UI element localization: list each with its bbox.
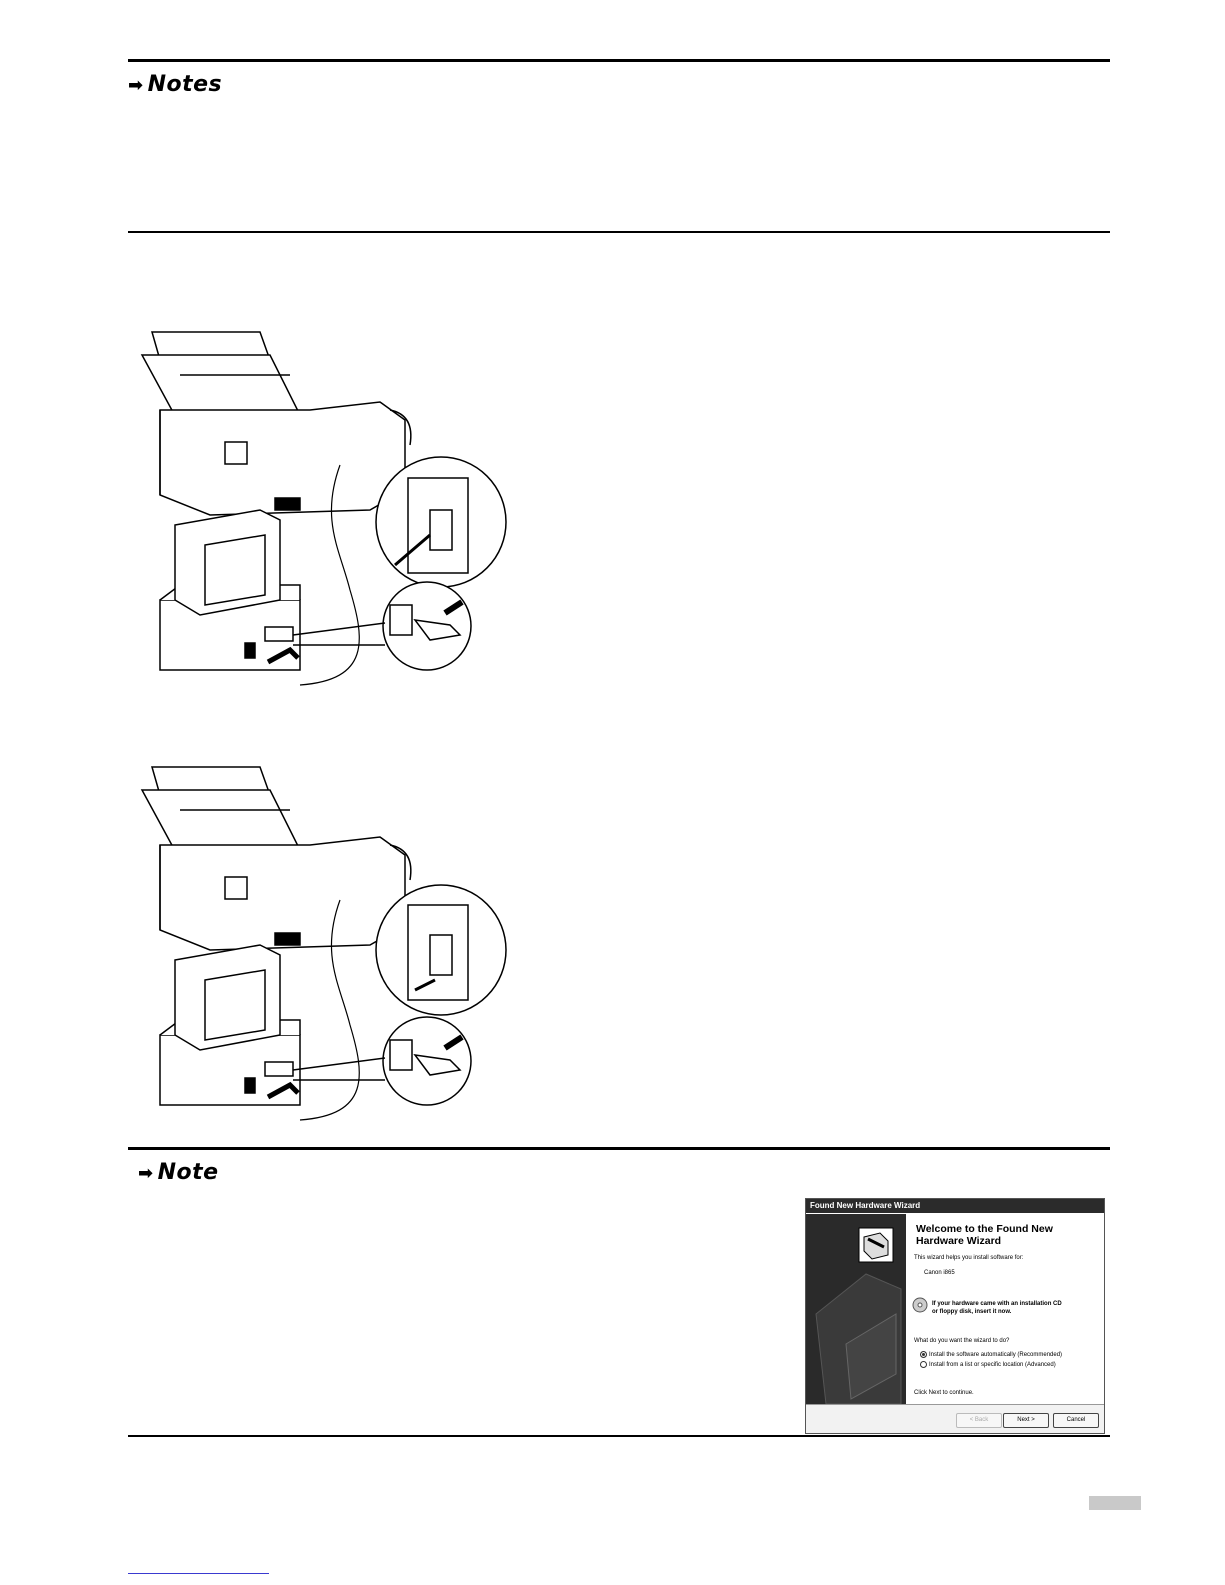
- arrow-icon: ➡: [138, 1163, 154, 1184]
- radio-icon[interactable]: [920, 1351, 927, 1358]
- arrow-icon: ➡: [128, 75, 144, 96]
- note-top-rule: [128, 1147, 1110, 1150]
- note-heading-label: Note: [157, 1160, 219, 1185]
- page-number-tab: [1089, 1496, 1141, 1510]
- back-button[interactable]: < Back: [956, 1413, 1002, 1428]
- wizard-cd-instruction: [932, 1300, 1062, 1316]
- wizard-button-bar: [806, 1404, 1104, 1434]
- wizard-content: [910, 1217, 1100, 1247]
- wizard-device-name: Canon i865: [924, 1270, 955, 1276]
- wizard-option-auto[interactable]: [920, 1351, 1062, 1359]
- wizard-intro: This wizard helps you install software for:: [914, 1255, 1024, 1261]
- found-new-hardware-wizard-screenshot: [805, 1198, 1105, 1434]
- wizard-heading: [916, 1223, 1100, 1247]
- printer-usb-connection-illustration-1: [140, 330, 510, 695]
- hardware-icon: [858, 1227, 894, 1263]
- cd-icon: [912, 1297, 928, 1313]
- note-end-rule: [128, 1435, 1110, 1437]
- wizard-cd-line2: or floppy disk, insert it now.: [932, 1309, 1012, 1315]
- next-button[interactable]: Next >: [1003, 1413, 1049, 1428]
- notes-heading: [128, 72, 222, 97]
- printer-usb-connection-illustration-2: [140, 765, 510, 1130]
- cancel-button[interactable]: Cancel: [1053, 1413, 1099, 1428]
- top-rule: [128, 59, 1110, 62]
- notes-end-rule: [128, 231, 1110, 233]
- wizard-cd-line1: If your hardware came with an installation CD: [932, 1301, 1062, 1307]
- note-heading: [138, 1160, 219, 1185]
- wizard-option-advanced[interactable]: [920, 1361, 1056, 1369]
- notes-heading-label: Notes: [147, 72, 223, 97]
- wizard-heading-line1: Welcome to the Found New: [916, 1223, 1053, 1235]
- wizard-option-advanced-label: Install from a list or specific location (Advanced): [929, 1362, 1056, 1369]
- radio-icon[interactable]: [920, 1361, 927, 1368]
- wizard-title-bar: Found New Hardware Wizard: [806, 1199, 1104, 1213]
- wizard-question: What do you want the wizard to do?: [914, 1338, 1010, 1344]
- footer-link-underline[interactable]: [128, 1573, 269, 1574]
- wizard-continue-text: Click Next to continue.: [914, 1390, 974, 1396]
- wizard-heading-line2: Hardware Wizard: [916, 1235, 1002, 1247]
- wizard-option-auto-label: Install the software automatically (Recommended): [929, 1352, 1063, 1359]
